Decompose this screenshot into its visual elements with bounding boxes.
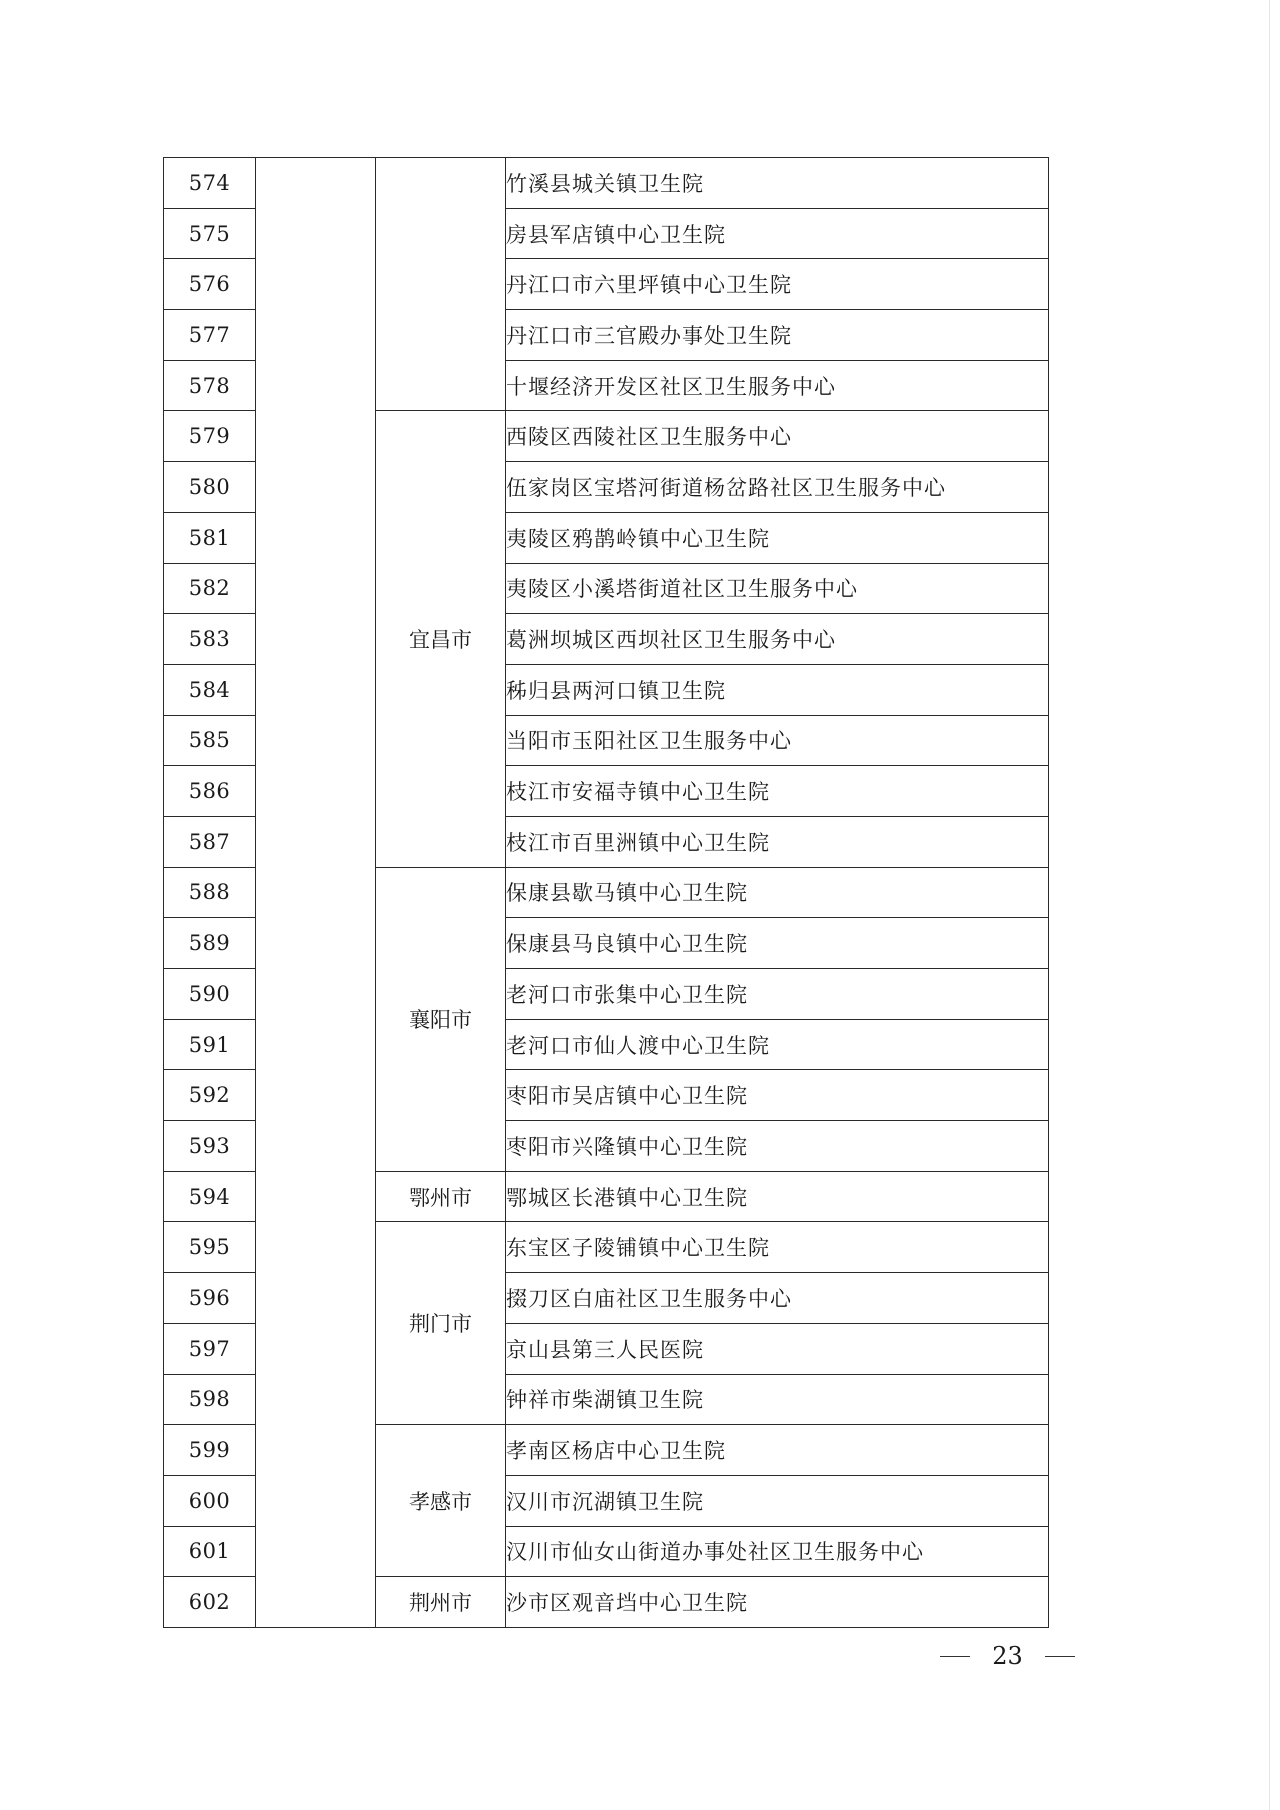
institution-name-cell: 掇刀区白庙社区卫生服务中心	[506, 1273, 1049, 1324]
row-number-cell: 588	[164, 867, 256, 918]
city-cell: 鄂州市	[376, 1171, 506, 1222]
institution-name-cell: 房县军店镇中心卫生院	[506, 208, 1049, 259]
page-number	[940, 1642, 1075, 1670]
institution-name-cell: 老河口市张集中心卫生院	[506, 969, 1049, 1020]
institution-name-cell: 夷陵区鸦鹊岭镇中心卫生院	[506, 512, 1049, 563]
row-number-cell: 575	[164, 208, 256, 259]
institution-name-cell: 枣阳市吴店镇中心卫生院	[506, 1070, 1049, 1121]
table-row	[164, 158, 1049, 209]
row-number-cell: 587	[164, 816, 256, 867]
institution-name-cell: 京山县第三人民医院	[506, 1323, 1049, 1374]
city-cell: 荆州市	[376, 1577, 506, 1628]
institution-name-cell: 保康县马良镇中心卫生院	[506, 918, 1049, 969]
row-number-cell: 586	[164, 766, 256, 817]
institution-table	[163, 157, 1049, 1628]
row-number-cell: 594	[164, 1171, 256, 1222]
row-number-cell: 601	[164, 1526, 256, 1577]
row-number-cell: 574	[164, 158, 256, 209]
institution-name-cell: 东宝区子陵铺镇中心卫生院	[506, 1222, 1049, 1273]
institution-name-cell: 枝江市安福寺镇中心卫生院	[506, 766, 1049, 817]
row-number-cell: 576	[164, 259, 256, 310]
row-number-cell: 598	[164, 1374, 256, 1425]
institution-name-cell: 当阳市玉阳社区卫生服务中心	[506, 715, 1049, 766]
institution-name-cell: 伍家岗区宝塔河街道杨岔路社区卫生服务中心	[506, 462, 1049, 513]
row-number-cell: 596	[164, 1273, 256, 1324]
institution-name-cell: 沙市区观音垱中心卫生院	[506, 1577, 1049, 1628]
row-number-cell: 583	[164, 614, 256, 665]
institution-name-cell: 枝江市百里洲镇中心卫生院	[506, 816, 1049, 867]
row-number-cell: 579	[164, 411, 256, 462]
province-cell	[256, 158, 376, 1628]
row-number-cell: 578	[164, 360, 256, 411]
institution-name-cell: 老河口市仙人渡中心卫生院	[506, 1019, 1049, 1070]
row-number-cell: 590	[164, 969, 256, 1020]
city-cell: 宜昌市	[376, 411, 506, 867]
row-number-cell: 600	[164, 1475, 256, 1526]
institution-name-cell: 孝南区杨店中心卫生院	[506, 1425, 1049, 1476]
row-number-cell: 584	[164, 664, 256, 715]
city-cell: 襄阳市	[376, 867, 506, 1171]
institution-name-cell: 丹江口市六里坪镇中心卫生院	[506, 259, 1049, 310]
row-number-cell: 599	[164, 1425, 256, 1476]
page-number-text: 23	[992, 1642, 1023, 1670]
row-number-cell: 581	[164, 512, 256, 563]
row-number-cell: 595	[164, 1222, 256, 1273]
institution-name-cell: 鄂城区长港镇中心卫生院	[506, 1171, 1049, 1222]
left-dash	[940, 1656, 970, 1657]
institution-name-cell: 丹江口市三官殿办事处卫生院	[506, 310, 1049, 361]
institution-name-cell: 夷陵区小溪塔街道社区卫生服务中心	[506, 563, 1049, 614]
row-number-cell: 577	[164, 310, 256, 361]
city-cell: 荆门市	[376, 1222, 506, 1425]
institution-name-cell: 保康县歇马镇中心卫生院	[506, 867, 1049, 918]
row-number-cell: 597	[164, 1323, 256, 1374]
city-cell: 孝感市	[376, 1425, 506, 1577]
row-number-cell: 582	[164, 563, 256, 614]
row-number-cell: 591	[164, 1019, 256, 1070]
institution-table-body	[164, 158, 1049, 1628]
institution-name-cell: 钟祥市柴湖镇卫生院	[506, 1374, 1049, 1425]
institution-name-cell: 汉川市仙女山街道办事处社区卫生服务中心	[506, 1526, 1049, 1577]
institution-name-cell: 西陵区西陵社区卫生服务中心	[506, 411, 1049, 462]
institution-name-cell: 枣阳市兴隆镇中心卫生院	[506, 1121, 1049, 1172]
city-cell	[376, 158, 506, 411]
row-number-cell: 585	[164, 715, 256, 766]
row-number-cell: 593	[164, 1121, 256, 1172]
page-edge-line	[1269, 0, 1270, 1810]
right-dash	[1045, 1656, 1075, 1657]
institution-name-cell: 葛洲坝城区西坝社区卫生服务中心	[506, 614, 1049, 665]
institution-name-cell: 十堰经济开发区社区卫生服务中心	[506, 360, 1049, 411]
institution-name-cell: 竹溪县城关镇卫生院	[506, 158, 1049, 209]
institution-name-cell: 汉川市沉湖镇卫生院	[506, 1475, 1049, 1526]
row-number-cell: 592	[164, 1070, 256, 1121]
institution-name-cell: 秭归县两河口镇卫生院	[506, 664, 1049, 715]
row-number-cell: 602	[164, 1577, 256, 1628]
row-number-cell: 580	[164, 462, 256, 513]
row-number-cell: 589	[164, 918, 256, 969]
